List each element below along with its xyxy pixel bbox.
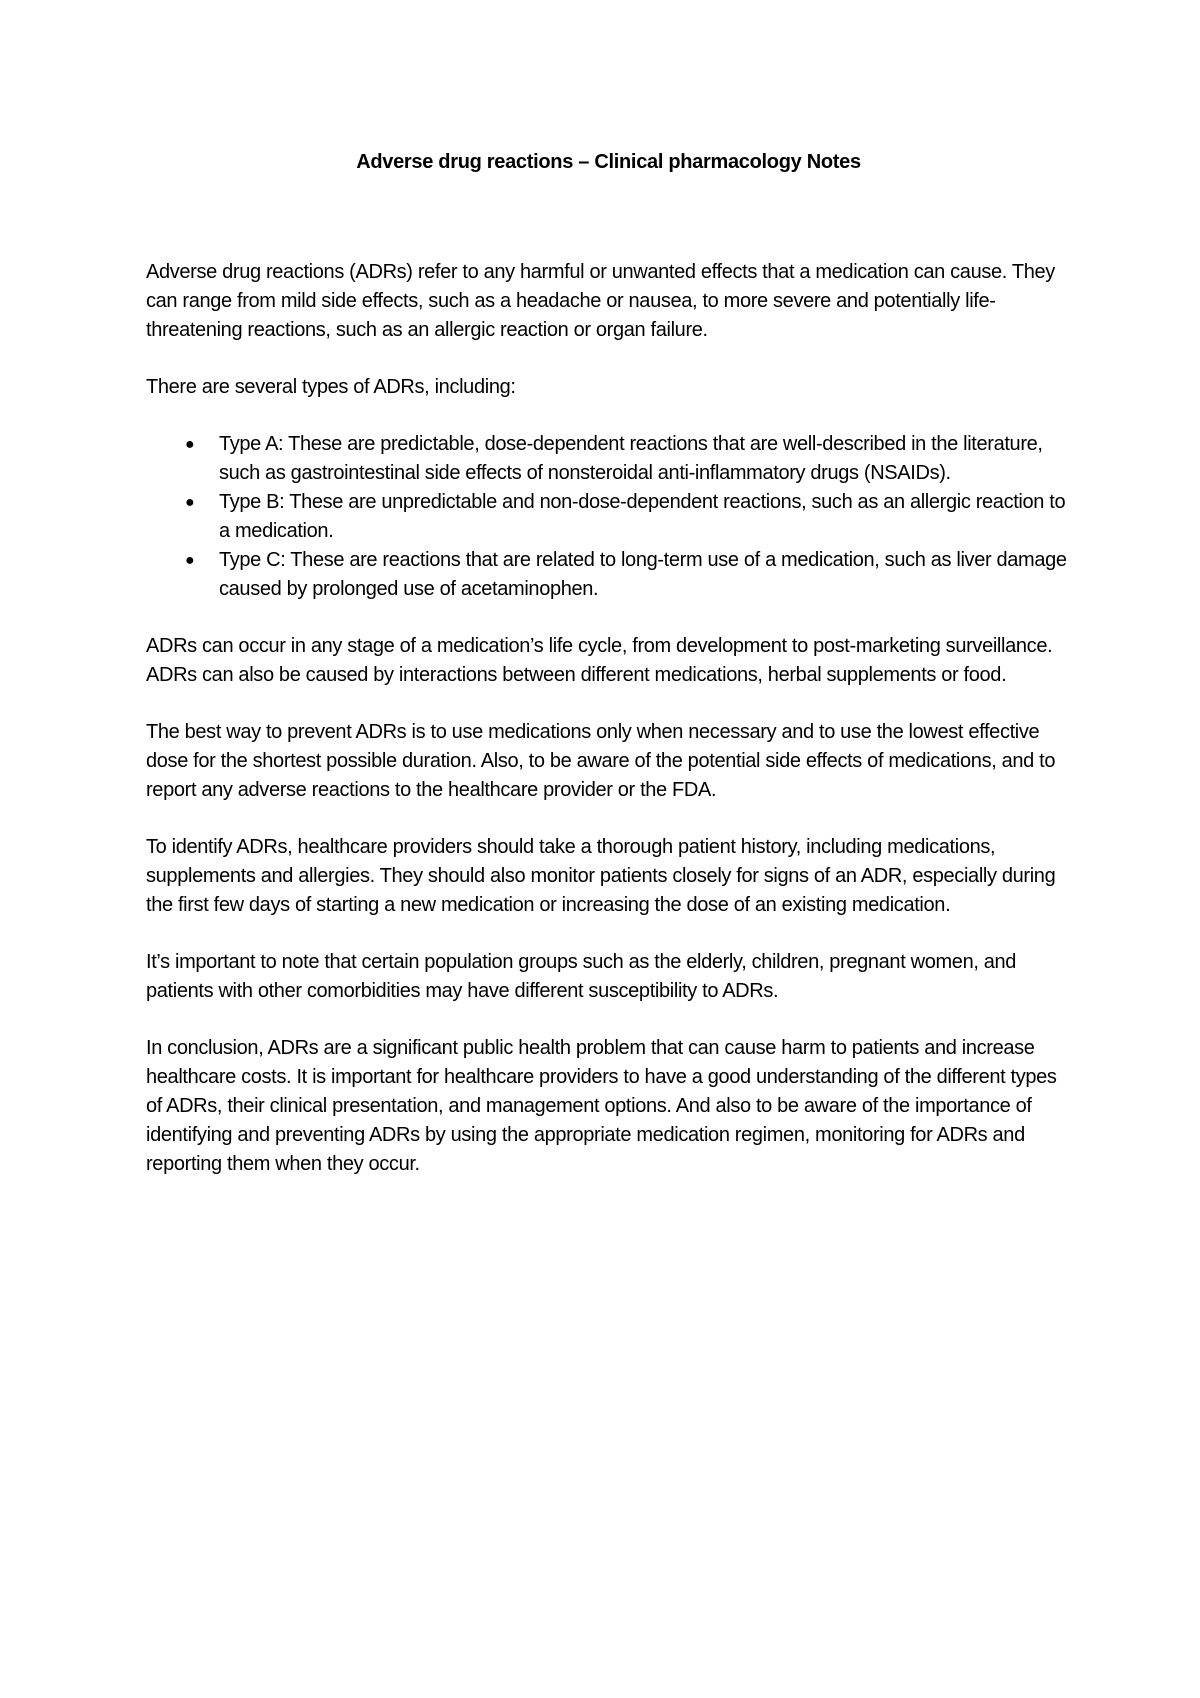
prevention-paragraph: The best way to prevent ADRs is to use medications only when necessary and to use the lowest effective dose for the shortest possible duration. Also, to be aware of the potential side effects of medications, and to report any adverse reactions to the healthcare provider or the FDA. (146, 721, 1056, 801)
list-item-type-c (146, 546, 1071, 604)
list-item-text: Type B: These are unpredictable and non-dose-dependent reactions, such as an allergic reaction to a medication. (219, 491, 1066, 542)
bullet-icon: ● (185, 494, 195, 511)
bullet-icon: ● (185, 552, 195, 569)
types-lead-paragraph: There are several types of ADRs, including: (146, 376, 516, 398)
document-title: Adverse drug reactions – Clinical pharmacology Notes (356, 151, 861, 173)
adr-types-list (146, 430, 1071, 604)
intro-paragraph: Adverse drug reactions (ADRs) refer to any harmful or unwanted effects that a medication can cause. They can range from mild side effects, such as a headache or nausea, to more severe and potentially life-threatening reactions, such as an allergic reaction or organ failure. (146, 261, 1055, 341)
list-item-type-a (146, 430, 1071, 488)
population-paragraph: It’s important to note that certain population groups such as the elderly, children, pregnant women, and patients with other comorbidities may have different susceptibility to ADRs. (146, 951, 1017, 1002)
identification-paragraph: To identify ADRs, healthcare providers should take a thorough patient history, including medications, supplements and allergies. They should also monitor patients closely for signs of an ADR, especially during the first few days of starting a new medication or increasing the dose of an existing medication. (146, 836, 1056, 916)
list-item-text: Type A: These are predictable, dose-dependent reactions that are well-described in the literature, such as gastrointestinal side effects of nonsteroidal anti-inflammatory drugs (NSAIDs). (219, 433, 1043, 484)
document-body (146, 148, 1071, 1179)
list-item-text: Type C: These are reactions that are related to long-term use of a medication, such as liver damage caused by prolonged use of acetaminophen. (219, 549, 1067, 600)
bullet-icon: ● (185, 436, 195, 453)
conclusion-paragraph: In conclusion, ADRs are a significant public health problem that can cause harm to patients and increase healthcare costs. It is important for healthcare providers to have a good understanding of the different types of ADRs, their clinical presentation, and management options. And also to be aware of the importance of identifying and preventing ADRs by using the appropriate medication regimen, monitoring for ADRs and reporting them when they occur. (146, 1037, 1057, 1175)
lifecycle-paragraph: ADRs can occur in any stage of a medication’s life cycle, from development to post-marketing surveillance. ADRs can also be caused by interactions between different medications, herbal supplements or food. (146, 635, 1053, 686)
list-item-type-b (146, 488, 1071, 546)
